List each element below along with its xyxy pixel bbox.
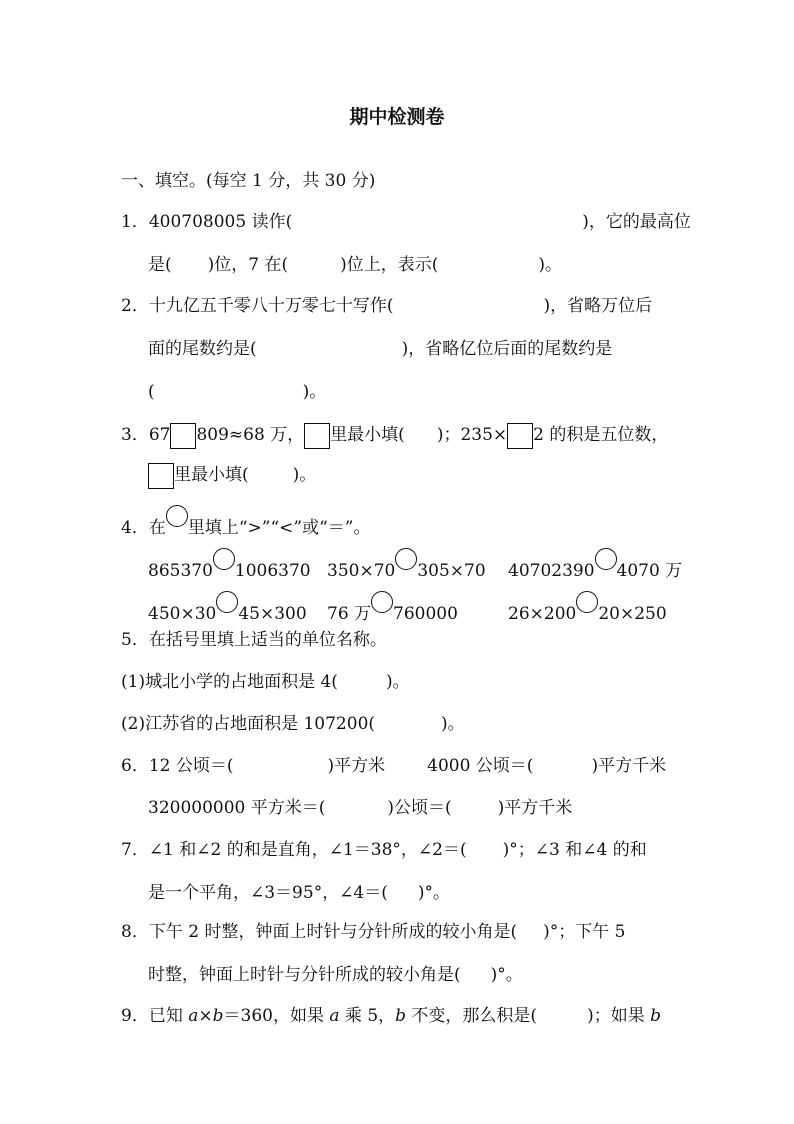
q5-s2-text-a: (2)江苏省的占地面积是 107200( — [121, 714, 376, 734]
question-8-line-2 — [148, 962, 523, 988]
q4-circle-sample — [166, 505, 188, 527]
question-9-line-1 — [121, 1003, 661, 1029]
q3-box-4 — [148, 463, 174, 489]
q6-text-g: )平方千米 — [497, 798, 573, 818]
question-3-line-2 — [148, 462, 316, 489]
q9-text-b: ＝360，如果 — [223, 1006, 330, 1026]
q1-text-f: )。 — [538, 255, 563, 275]
q4-row-1-item-2 — [327, 548, 486, 584]
q9-times: × — [198, 1006, 213, 1026]
q4-r1-i1-right: 1006370 — [234, 561, 311, 581]
q4-r2-i1-circle[interactable] — [216, 591, 238, 613]
q2-text-b: )，省略万位后 — [543, 296, 653, 316]
q9-var-a: a — [188, 1006, 199, 1026]
q9-text-e: )；如果 — [587, 1006, 651, 1026]
question-3-line-1 — [121, 422, 668, 449]
q4-text-b: 里填上“>”“<”或“＝”。 — [187, 518, 371, 538]
q5-s1-text-b: )。 — [385, 672, 410, 692]
q9-text-a: 9．已知 — [121, 1006, 189, 1026]
question-7-line-1 — [121, 837, 647, 863]
q4-row-2-item-2 — [327, 591, 458, 627]
q3-box-1[interactable] — [170, 423, 196, 449]
q3-text-g: )。 — [292, 465, 317, 485]
q6-text-f: )公顷＝( — [387, 798, 452, 818]
q6-text-d: )平方千米 — [591, 756, 667, 776]
q4-r2-i3-left: 26×200 — [508, 604, 577, 624]
q9-var-b-2: b — [395, 1006, 407, 1026]
q3-text-f: 里最小填( — [174, 465, 249, 485]
q3-text-c: 里最小填( — [330, 425, 405, 445]
q4-r1-i3-right: 4070 万 — [616, 561, 683, 581]
q2-text-e: ( — [148, 382, 155, 402]
question-1-line-2 — [148, 252, 562, 278]
q3-box-2 — [304, 423, 330, 449]
q2-text-d: )，省略亿位后面的尾数约是 — [401, 339, 613, 359]
q4-row-1-item-3 — [508, 548, 682, 584]
question-6-line-2 — [148, 795, 572, 821]
q9-var-b-3: b — [650, 1006, 662, 1026]
q5-s1-text-a: (1)城北小学的占地面积是 4( — [121, 672, 338, 692]
q1-text-c: 是( — [148, 255, 172, 275]
q4-r2-i3-right: 20×250 — [598, 604, 667, 624]
q5-s2-text-b: )。 — [441, 714, 465, 734]
question-5-sub-2 — [121, 711, 465, 737]
q7-text-c: 是一个平角，∠3＝95°，∠4＝( — [148, 883, 388, 903]
q2-text-c: 面的尾数约是( — [148, 339, 257, 359]
q7-text-d: )°。 — [417, 883, 451, 903]
q3-text-a: 3．67 — [121, 425, 171, 445]
q4-r1-i1-circle[interactable] — [213, 548, 235, 570]
question-8-line-1 — [121, 919, 625, 945]
question-5-sub-1 — [121, 669, 410, 695]
q7-text-a: 7．∠1 和∠2 的和是直角，∠1＝38°，∠2＝( — [121, 840, 467, 860]
question-6-line-1 — [121, 753, 666, 779]
q4-r1-i3-left: 40702390 — [508, 561, 595, 581]
question-7-line-2 — [148, 880, 450, 906]
q9-var-a-2: a — [329, 1006, 340, 1026]
q2-text-f: )。 — [302, 382, 327, 402]
q8-text-b: )°；下午 5 — [543, 922, 626, 942]
question-5-intro: 5．在括号里填上适当的单位名称。 — [121, 630, 387, 650]
page-title: 期中检测卷 — [349, 106, 445, 128]
q3-text-b: 809≈68 万， — [196, 425, 305, 445]
q3-text-d: )；235× — [436, 425, 508, 445]
q7-text-b: )°；∠3 和∠4 的和 — [502, 840, 647, 860]
q4-r2-i3-circle[interactable] — [576, 591, 598, 613]
q4-r2-i2-circle[interactable] — [371, 591, 393, 613]
q4-row-2-item-1 — [148, 591, 307, 627]
q4-r2-i1-left: 450×30 — [148, 604, 217, 624]
q4-r1-i3-circle[interactable] — [595, 548, 617, 570]
q4-r2-i2-left: 76 万 — [327, 604, 372, 624]
q4-r2-i1-right: 45×300 — [238, 604, 307, 624]
q9-var-b: b — [212, 1006, 224, 1026]
q9-text-c: 乘 5， — [339, 1006, 396, 1026]
q8-text-d: )°。 — [490, 965, 523, 985]
q1-text-b: )，它的最高位 — [582, 212, 691, 232]
q3-text-e: 2 的积是五位数， — [533, 425, 669, 445]
q6-text-a: 6．12 公顷＝( — [121, 756, 234, 776]
q9-text-d: 不变，那么积是( — [406, 1006, 538, 1026]
question-2-line-1 — [121, 293, 652, 319]
q4-r1-i1-left: 865370 — [148, 561, 213, 581]
question-1-line-1 — [121, 209, 691, 235]
question-4-intro — [121, 505, 370, 541]
section-heading: 一、填空。(每空 1 分，共 30 分) — [121, 171, 376, 191]
q4-r2-i2-right: 760000 — [393, 604, 458, 624]
question-2-line-3 — [148, 379, 326, 405]
q8-text-c: 时整，钟面上时针与分针所成的较小角是( — [148, 965, 461, 985]
q1-text-d: )位，7 在( — [207, 255, 289, 275]
q6-text-c: 4000 公顷＝( — [427, 756, 534, 776]
question-2-line-2 — [148, 336, 612, 362]
q4-row-2-item-3 — [508, 591, 667, 627]
q4-text-a: 4．在 — [121, 518, 166, 538]
q6-text-e: 320000000 平方米＝( — [148, 798, 326, 818]
q2-text-a: 2．十九亿五千零八十万零七十写作( — [121, 296, 394, 316]
q3-box-3[interactable] — [507, 423, 533, 449]
q8-text-a: 8．下午 2 时整，钟面上时针与分针所成的较小角是( — [121, 922, 518, 942]
q1-text-e: )位上，表示( — [340, 255, 439, 275]
q1-text-a: 1．400708005 读作( — [121, 212, 293, 232]
q4-row-1-item-1 — [148, 548, 311, 584]
q4-r1-i2-right: 305×70 — [417, 561, 486, 581]
q6-text-b: )平方米 — [327, 756, 386, 776]
q4-r1-i2-left: 350×70 — [327, 561, 396, 581]
q4-r1-i2-circle[interactable] — [395, 548, 417, 570]
